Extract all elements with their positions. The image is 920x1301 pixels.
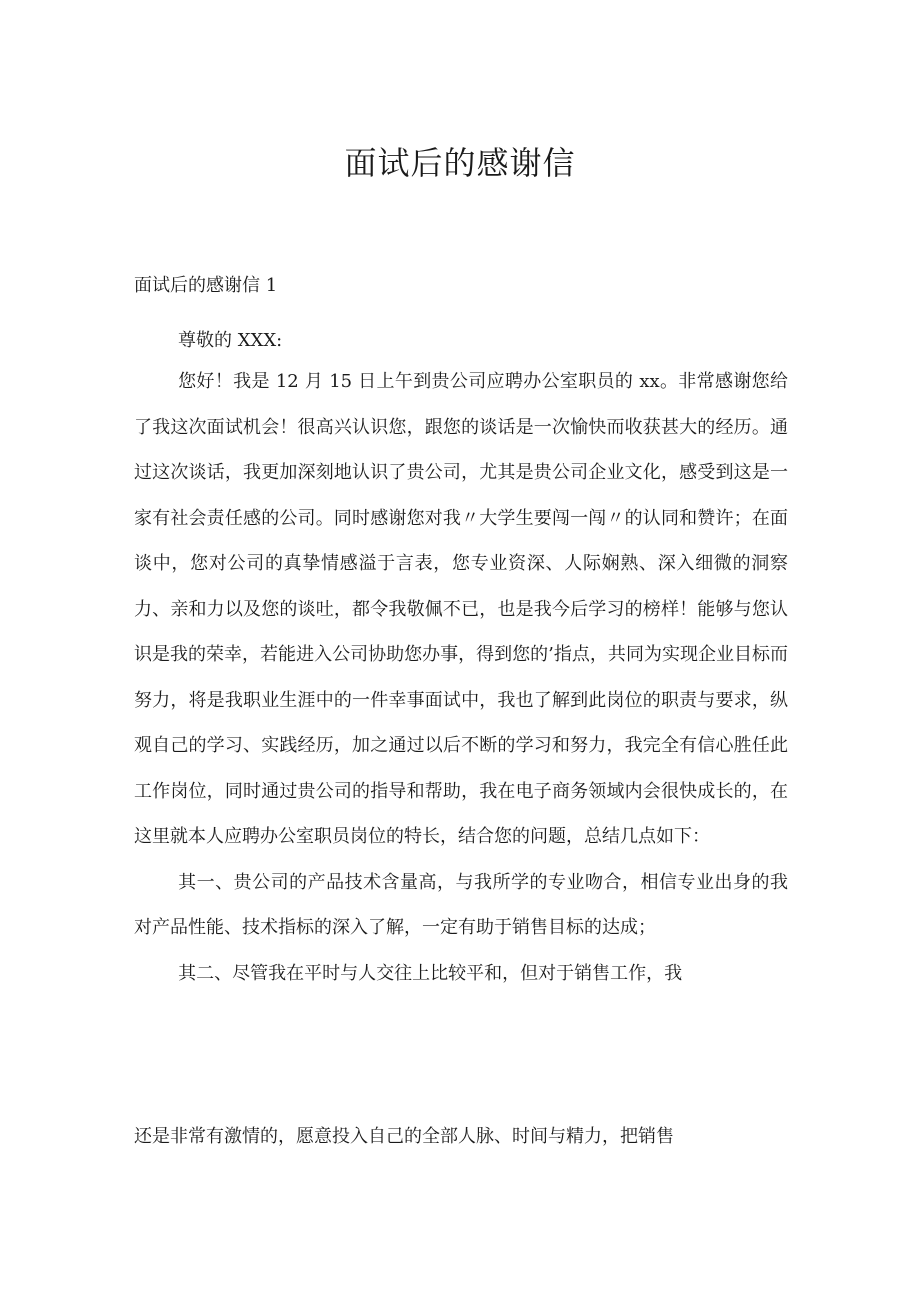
paragraph-point-two: 其二、尽管我在平时与人交往上比较平和，但对于销售工作，我 (178, 962, 683, 984)
paragraph-continuation: 还是非常有激情的，愿意投入自己的全部人脉、时间与精力，把销售 (134, 1126, 674, 1147)
letter-heading: 面试后的感谢信 1 (134, 275, 278, 296)
letter-continuation (134, 1114, 788, 1160)
document-title: 面试后的感谢信 (344, 144, 576, 182)
paragraph-point-one: 其一、贵公司的产品技术含量高，与我所学的专业吻合，相信专业出身的我对产品性能、技术指标的深入了解，一定有助于销售目标的达成； (134, 871, 788, 938)
paragraph-greeting: 您好！我是 12 月 15 日上午到贵公司应聘办公室职员的 xx。非常感谢您给了我这次面试机会！很高兴认识您，跟您的谈话是一次愉快而收获甚大的经历。通过这次谈话，我更加深刻地认识了贵公司，尤其是贵公司企业文化，感受到这是一家有社会责任感的公司。同时感谢您对我〃大学生要闯一闯〃的认同和赞许；在面谈中，您对公司的真挚情感溢于言表，您专业资深、人际娴熟、深入细微的洞察力、亲和力以及您的谈吐，都令我敬佩不已，也是我今后学习的榜样！能够与您认识是我的荣幸，若能进入公司协助您办事，得到您的’指点，共同为实现企业目标而努力，将是我职业生涯中的一件幸事面试中，我也了解到此岗位的职责与要求，纵观自己的学习、实践经历，加之通过以后不断的学习和努力，我完全有信心胜任此工作岗位，同时通过贵公司的指导和帮助，我在电子商务领域内会很快成长的，在这里就本人应聘办公室职员岗位的特长，结合您的问题，总结几点如下： (134, 371, 788, 847)
salutation: 尊敬的 XXX: (178, 330, 283, 351)
letter-body (134, 359, 788, 996)
